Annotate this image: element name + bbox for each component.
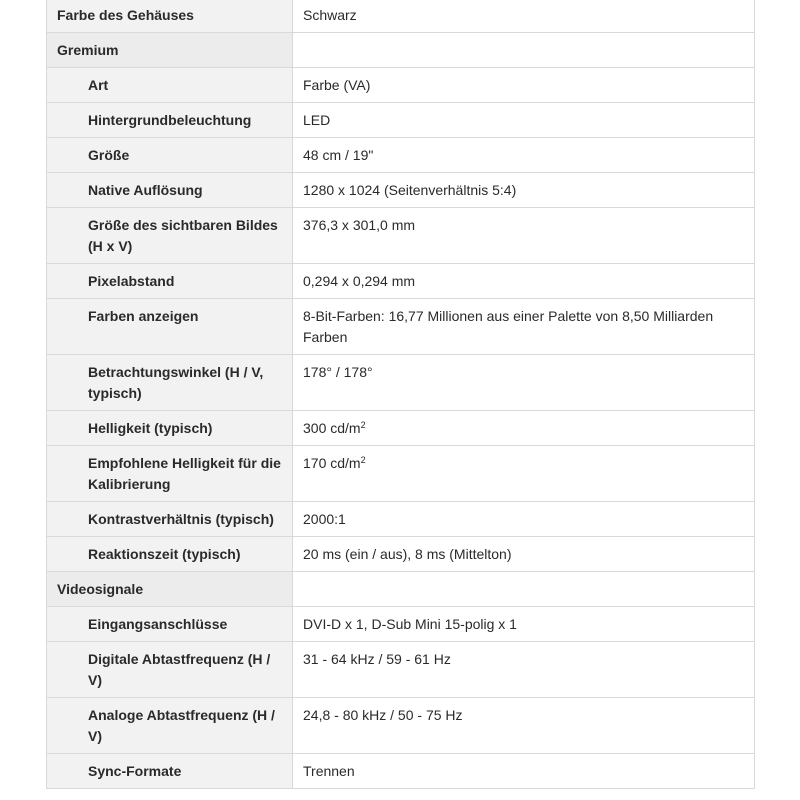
spec-label: Sync-Formate [47, 754, 293, 789]
spec-value [293, 607, 755, 642]
spec-row-art [47, 68, 755, 103]
section-title: Gremium [47, 33, 293, 68]
spec-row-betrachtungswinkel-h-v-typisch [47, 355, 755, 411]
spec-value [293, 754, 755, 789]
spec-row-helligkeit-typisch [47, 411, 755, 446]
spec-value-text: 48 cm / 19" [303, 147, 374, 163]
spec-row-groesse-des-sichtbaren-bildes-h-x-v [47, 208, 755, 264]
section-header-gremium [47, 33, 755, 68]
spec-value [293, 103, 755, 138]
spec-value [293, 411, 755, 446]
spec-label: Größe des sichtbaren Bildes (H x V) [47, 208, 293, 264]
spec-value-text: 2000:1 [303, 511, 346, 527]
spec-row-native-aufloesung [47, 173, 755, 208]
spec-value [293, 698, 755, 754]
spec-value-text: Trennen [303, 763, 355, 779]
spec-label: Art [47, 68, 293, 103]
superscript: 2 [360, 455, 366, 465]
spec-value [293, 537, 755, 572]
spec-label: Farben anzeigen [47, 299, 293, 355]
spec-value-text: 300 cd/m [303, 420, 361, 436]
spec-row-eingangsanschluesse [47, 607, 755, 642]
spec-label: Hintergrundbeleuchtung [47, 103, 293, 138]
spec-value-text: 178° / 178° [303, 364, 373, 380]
spec-label: Größe [47, 138, 293, 173]
spec-value-text: 170 cd/m [303, 455, 361, 471]
spec-value [293, 138, 755, 173]
section-empty-cell [293, 33, 755, 68]
spec-value [293, 642, 755, 698]
spec-row-reaktionszeit-typisch [47, 537, 755, 572]
section-header-videosignale [47, 572, 755, 607]
spec-label: Helligkeit (typisch) [47, 411, 293, 446]
spec-label: Betrachtungswinkel (H / V, typisch) [47, 355, 293, 411]
spec-value-text: 1280 x 1024 (Seitenverhältnis 5:4) [303, 182, 517, 198]
spec-label: Digitale Abtastfrequenz (H / V) [47, 642, 293, 698]
spec-value [293, 264, 755, 299]
spec-label: Reaktionszeit (typisch) [47, 537, 293, 572]
spec-label: Farbe des Gehäuses [47, 0, 293, 33]
spec-row-empfohlene-helligkeit-fuer-die-kalibrierung [47, 446, 755, 502]
spec-value [293, 446, 755, 502]
spec-table [46, 0, 755, 789]
spec-row-groesse [47, 138, 755, 173]
spec-value-text: 0,294 x 0,294 mm [303, 273, 416, 289]
spec-value-text: 31 - 64 kHz / 59 - 61 Hz [303, 651, 451, 667]
spec-value-text: LED [303, 112, 331, 128]
spec-row-hintergrundbeleuchtung [47, 103, 755, 138]
section-title: Videosignale [47, 572, 293, 607]
spec-value [293, 208, 755, 264]
spec-row-kontrastverhaeltnis-typisch [47, 502, 755, 537]
spec-value-text: 376,3 x 301,0 mm [303, 217, 416, 233]
spec-label: Pixelabstand [47, 264, 293, 299]
spec-value [293, 68, 755, 103]
spec-row-analoge-abtastfrequenz-h-v [47, 698, 755, 754]
spec-value [293, 173, 755, 208]
spec-value-text: 8-Bit-Farben: 16,77 Millionen aus einer Palette von 8,50 Milliarden Farben [303, 308, 714, 345]
spec-row-pixelabstand [47, 264, 755, 299]
spec-label: Empfohlene Helligkeit für die Kalibrierung [47, 446, 293, 502]
spec-value [293, 502, 755, 537]
spec-value [293, 355, 755, 411]
spec-table-body [47, 0, 755, 789]
spec-label: Analoge Abtastfrequenz (H / V) [47, 698, 293, 754]
spec-row-digitale-abtastfrequenz-h-v [47, 642, 755, 698]
spec-row-farbe-des-gehaeuses [47, 0, 755, 33]
spec-value [293, 0, 755, 33]
spec-value [293, 299, 755, 355]
spec-value-text: DVI-D x 1, D-Sub Mini 15-polig x 1 [303, 616, 517, 632]
spec-value-text: Farbe (VA) [303, 77, 371, 93]
spec-label: Kontrastverhältnis (typisch) [47, 502, 293, 537]
spec-label: Native Auflösung [47, 173, 293, 208]
section-empty-cell [293, 572, 755, 607]
superscript: 2 [360, 420, 366, 430]
spec-label: Eingangsanschlüsse [47, 607, 293, 642]
spec-row-sync-formate [47, 754, 755, 789]
spec-row-farben-anzeigen [47, 299, 755, 355]
spec-value-text: 24,8 - 80 kHz / 50 - 75 Hz [303, 707, 463, 723]
spec-value-text: 20 ms (ein / aus), 8 ms (Mittelton) [303, 546, 512, 562]
spec-value-text: Schwarz [303, 7, 357, 23]
